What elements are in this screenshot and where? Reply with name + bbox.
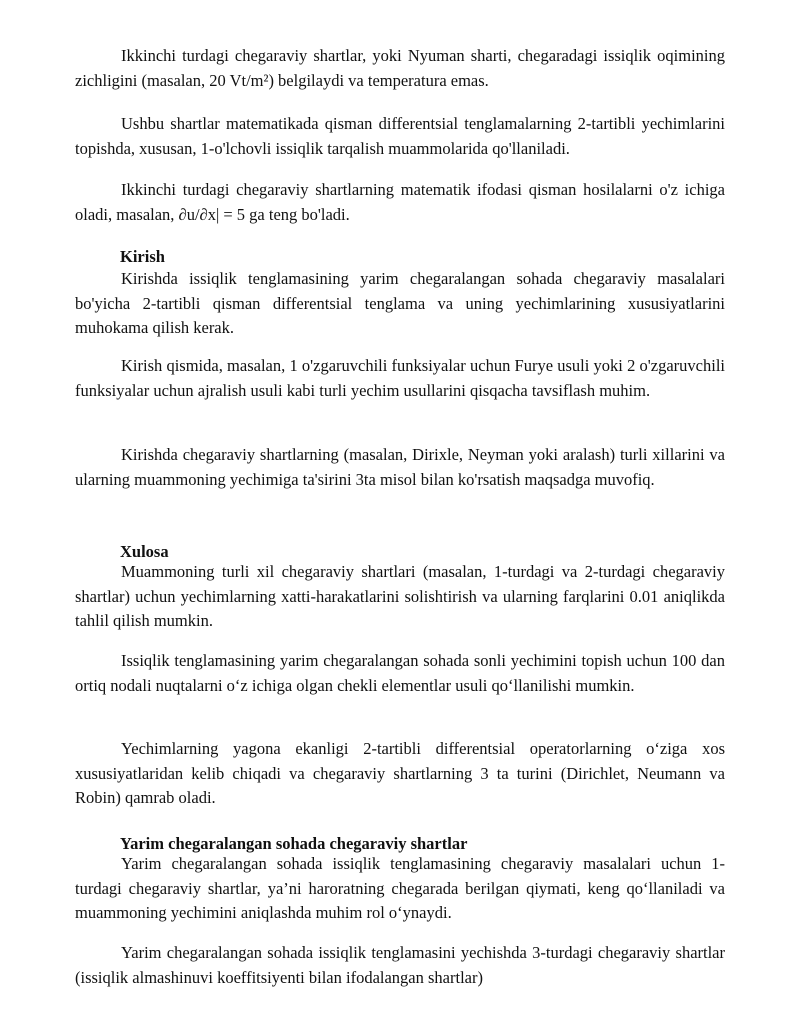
paragraph-yarim-2: Yarim chegaralangan sohada issiqlik tenglamasini yechishda 3-turdagi chegaraviy shartlar (issiqlik almashinuvi koeffitsiyenti bilan ifodalangan shartlar): [75, 943, 725, 987]
heading-xulosa: Xulosa: [120, 542, 169, 561]
paragraph-usage: Ushbu shartlar matematikada qisman differentsial tenglamalarning 2-tartibli yechimlarini topishda, xususan, 1-o'lchovli issiqlik tarqalish muammolarida qo'llaniladi.: [75, 114, 725, 158]
paragraph-xulosa-2: Issiqlik tenglamasining yarim chegaralangan sohada sonli yechimini topish uchun 100 dan ortiq nodali nuqtalarni o‘z ichiga olgan chekli elementlar usuli qo‘llanilishi mumkin.: [75, 651, 725, 695]
paragraph-xulosa-3: Yechimlarning yagona ekanligi 2-tartibli differentsial operatorlarning o‘ziga xos xususiyatlaridan kelib chiqadi va chegaraviy shartlarning 3 ta turini (Dirichlet, Neumann va Robin) qamrab oladi.: [75, 739, 725, 807]
paragraph-yarim-1: Yarim chegaralangan sohada issiqlik tenglamasining chegaraviy masalalari uchun 1-turdagi chegaraviy shartlar, ya’ni haroratning chegarada berilgan qiymati, keng qo‘llaniladi va muammoning yechimini aniqlashda muhim rol o‘ynaydi.: [75, 854, 725, 922]
heading-kirish: Kirish: [120, 247, 165, 266]
paragraph-xulosa-1: Muammoning turli xil chegaraviy shartlari (masalan, 1-turdagi va 2-turdagi chegaraviy shartlar) uchun yechimlarning xatti-harakatlarini solishtirish va ularning farqlarini 0.01 aniqlikda tahlil qilish mumkin.: [75, 562, 725, 630]
paragraph-kirish-1: Kirishda issiqlik tenglamasining yarim chegaralangan sohada chegaraviy masalalari bo'yicha 2-tartibli qisman differentsial tenglama va uning yechimlarining xususiyatlarini muhokama qilish kerak.: [75, 269, 725, 337]
heading-yarim-chegaralangan: Yarim chegaralangan sohada chegaraviy shartlar: [120, 834, 468, 853]
paragraph-kirish-2: Kirish qismida, masalan, 1 o'zgaruvchili funksiyalar uchun Furye usuli yoki 2 o'zgaruvchili funksiyalar uchun ajralish usuli kabi turli yechim usullarini qisqacha tavsiflash muhim.: [75, 356, 725, 400]
paragraph-kirish-3: Kirishda chegaraviy shartlarning (masalan, Dirixle, Neyman yoki aralash) turli xillarini va ularning muammoning yechimiga ta'sirini 3ta misol bilan ko'rsatish maqsadga muvofiq.: [75, 445, 725, 489]
paragraph-neumann-condition: Ikkinchi turdagi chegaraviy shartlar, yoki Nyuman sharti, chegaradagi issiqlik oqimining zichligini (masalan, 20 Vt/m²) belgilaydi va temperatura emas.: [75, 46, 725, 90]
paragraph-math-expression: Ikkinchi turdagi chegaraviy shartlarning matematik ifodasi qisman hosilalarni o'z ichiga oladi, masalan, ∂u/∂x| = 5 ga teng bo'ladi.: [75, 180, 725, 224]
